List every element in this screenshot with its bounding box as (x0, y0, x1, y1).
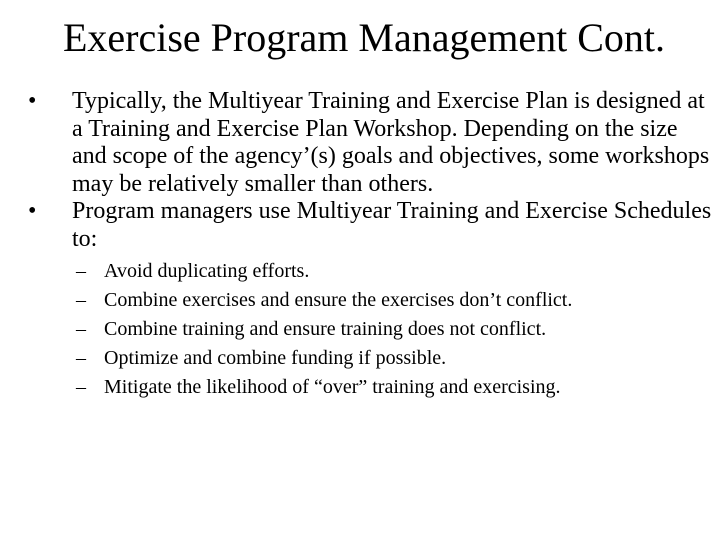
sub-bullet-text: Combine training and ensure training does not conflict. (104, 318, 547, 340)
bullet-item (26, 88, 716, 198)
bullet-item (26, 198, 716, 253)
sub-bullet-text: Mitigate the likelihood of “over” training and exercising. (104, 376, 561, 398)
dash-marker: – (76, 289, 86, 311)
dash-marker: – (76, 347, 86, 369)
sub-bullet-list (26, 259, 716, 399)
bullet-text: Typically, the Multiyear Training and Exercise Plan is designed at a Training and Exercise Plan Workshop. Depending on the size and scope of the agency’(s) goals and objectives, some workshops may be relatively smaller than others. (72, 88, 710, 197)
dash-marker: – (76, 376, 86, 398)
bullet-marker: • (28, 198, 37, 224)
bullet-text: Program managers use Multiyear Training and Exercise Schedules to: (72, 198, 712, 252)
sub-bullet-item (26, 375, 716, 399)
slide-title: Exercise Program Management Cont. (62, 15, 666, 60)
sub-bullet-item (26, 288, 716, 312)
bullet-marker: • (28, 88, 37, 114)
sub-bullet-item (26, 346, 716, 370)
dash-marker: – (76, 318, 86, 340)
sub-bullet-item (26, 259, 716, 283)
sub-bullet-text: Optimize and combine funding if possible. (104, 347, 447, 369)
dash-marker: – (76, 260, 86, 282)
sub-bullet-text: Combine exercises and ensure the exercises don’t conflict. (104, 289, 573, 311)
slide-body (26, 88, 716, 404)
sub-bullet-text: Avoid duplicating efforts. (104, 260, 310, 282)
sub-bullet-item (26, 317, 716, 341)
